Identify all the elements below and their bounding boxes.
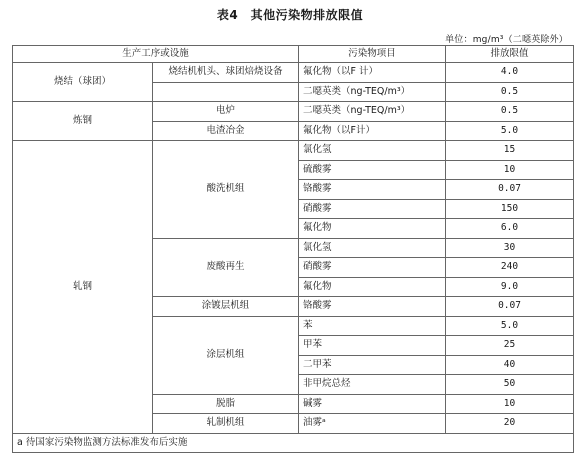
limit-cell: 9.0: [446, 277, 574, 297]
limit-cell: 0.07: [446, 297, 574, 317]
header-row: [13, 46, 574, 63]
unit-note: 单位：mg/m³（二噁英除外）: [445, 35, 568, 45]
facility-degreasing: 脱脂: [153, 394, 299, 414]
limit-cell: 0.5: [446, 82, 574, 102]
limit-cell: 15: [446, 141, 574, 161]
group-steelmaking: 炼钢: [13, 102, 153, 141]
facility-empty-cell: [153, 82, 299, 102]
limit-cell: 0.5: [446, 102, 574, 122]
limit-cell: 4.0: [446, 63, 574, 83]
pollutant-cell: 硝酸雾: [299, 258, 446, 278]
facility-electroslag: 电渣冶金: [153, 121, 299, 141]
footnote: a 待国家污染物监测方法标准发布后实施: [13, 433, 574, 453]
facility-galvanizing: 涂镀层机组: [153, 297, 299, 317]
group-sintering: 烧结（球团）: [13, 63, 153, 102]
header-process: 生产工序或设施: [13, 46, 299, 63]
table-row: [13, 63, 574, 83]
pollutant-cell: 甲苯: [299, 336, 446, 356]
facility-sinter-head: 烧结机机头、球团焙烧设备: [153, 63, 299, 83]
limit-cell: 10: [446, 160, 574, 180]
facility-coating: 涂层机组: [153, 316, 299, 394]
pollutant-cell: 二噁英类（ng-TEQ/m³）: [299, 102, 446, 122]
limit-cell: 5.0: [446, 316, 574, 336]
limit-cell: 5.0: [446, 121, 574, 141]
limit-cell: 30: [446, 238, 574, 258]
limit-cell: 25: [446, 336, 574, 356]
pollutant-cell: 氟化物: [299, 277, 446, 297]
pollutant-cell: 氯化氢: [299, 141, 446, 161]
facility-pickling: 酸洗机组: [153, 141, 299, 239]
table-row: [13, 141, 574, 161]
facility-acid-regen: 废酸再生: [153, 238, 299, 297]
limit-cell: 6.0: [446, 219, 574, 239]
footnote-row: [13, 433, 574, 453]
limit-cell: 50: [446, 375, 574, 395]
facility-electric-furnace: 电炉: [153, 102, 299, 122]
pollutant-cell: 碱雾: [299, 394, 446, 414]
pollutant-cell: 氟化物（以F计）: [299, 121, 446, 141]
facility-rolling-mill: 轧制机组: [153, 414, 299, 434]
header-limit: 排放限值: [446, 46, 574, 63]
pollutant-cell: 硝酸雾: [299, 199, 446, 219]
group-rolling: 轧钢: [13, 141, 153, 434]
pollutant-cell: 氟化物（以F 计）: [299, 63, 446, 83]
emission-limits-table: [12, 45, 574, 453]
limit-cell: 40: [446, 355, 574, 375]
pollutant-cell: 铬酸雾: [299, 180, 446, 200]
pollutant-cell: 二噁英类（ng-TEQ/m³）: [299, 82, 446, 102]
limit-cell: 10: [446, 394, 574, 414]
limit-cell: 0.07: [446, 180, 574, 200]
limit-cell: 20: [446, 414, 574, 434]
pollutant-cell: 铬酸雾: [299, 297, 446, 317]
limit-cell: 150: [446, 199, 574, 219]
pollutant-cell: 氟化物: [299, 219, 446, 239]
pollutant-cell: 油雾ᵃ: [299, 414, 446, 434]
header-pollutant: 污染物项目: [299, 46, 446, 63]
table-title: 表4 其他污染物排放限值: [216, 8, 364, 22]
pollutant-cell: 非甲烷总烃: [299, 375, 446, 395]
table-row: [13, 102, 574, 122]
pollutant-cell: 硫酸雾: [299, 160, 446, 180]
pollutant-cell: 苯: [299, 316, 446, 336]
pollutant-cell: 二甲苯: [299, 355, 446, 375]
limit-cell: 240: [446, 258, 574, 278]
pollutant-cell: 氯化氢: [299, 238, 446, 258]
